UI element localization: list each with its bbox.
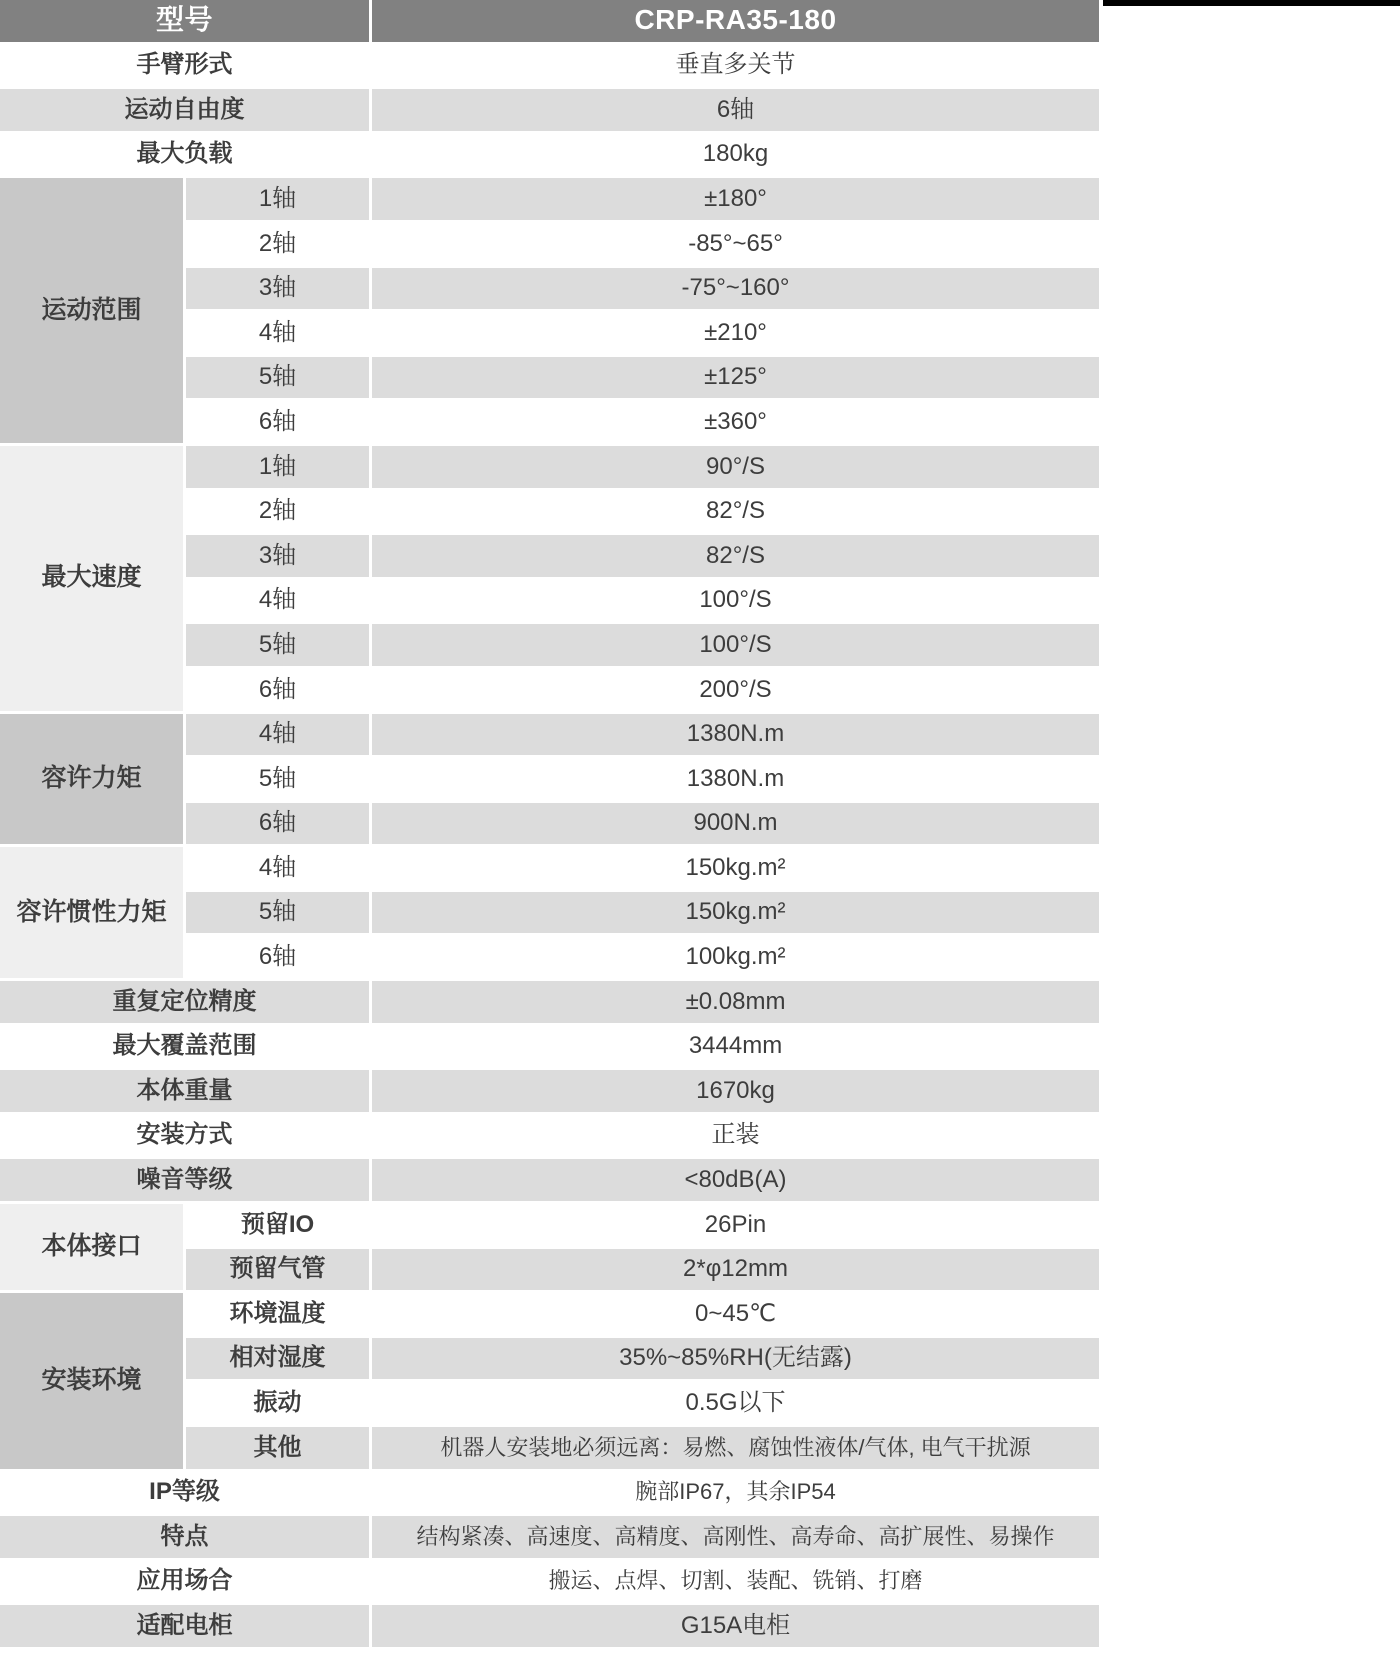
spec-value: 机器人安装地必须远离：易燃、腐蚀性液体/气体, 电气干扰源 [372,1427,1099,1469]
spec-value: 100kg.m² [372,936,1099,978]
spec-row [0,1070,1099,1112]
top-border-strip [1103,0,1400,6]
spec-value: 1380N.m [372,758,1099,800]
spec-label: 最大负载 [0,134,369,176]
spec-row [0,45,1099,87]
spec-sublabel: 4轴 [186,312,369,354]
spec-value: 搬运、点焊、切割、装配、铣销、打磨 [372,1561,1099,1603]
spec-sublabel: 预留气管 [186,1249,369,1291]
spec-row [0,89,1099,131]
spec-sublabel: 2轴 [186,223,369,265]
spec-label: 最大覆盖范围 [0,1026,369,1068]
spec-sublabel: 5轴 [186,357,369,399]
spec-sublabel: 6轴 [186,669,369,711]
spec-value: G15A电柜 [372,1605,1099,1647]
spec-value: 26Pin [372,1204,1099,1246]
spec-label: 手臂形式 [0,45,369,87]
spec-sublabel: 3轴 [186,268,369,310]
spec-sublabel: 振动 [186,1382,369,1424]
spec-group-label: 安装环境 [0,1293,183,1468]
spec-label: 噪音等级 [0,1159,369,1201]
spec-row [0,1026,1099,1068]
spec-label: IP等级 [0,1472,369,1514]
spec-row [0,1472,1099,1514]
spec-sublabel: 5轴 [186,624,369,666]
spec-value: 腕部IP67，其余IP54 [372,1472,1099,1514]
spec-row [0,1516,1099,1558]
spec-value: ±180° [372,178,1099,220]
spec-value: 82°/S [372,491,1099,533]
spec-value: 0.5G以下 [372,1382,1099,1424]
spec-label: 特点 [0,1516,369,1558]
spec-row [0,1204,1099,1246]
spec-row [0,1159,1099,1201]
table-header-row [0,0,1099,42]
spec-value: 90°/S [372,446,1099,488]
spec-row [0,134,1099,176]
spec-row [0,1115,1099,1157]
spec-label: 重复定位精度 [0,981,369,1023]
spec-value: 150kg.m² [372,847,1099,889]
spec-group-label: 最大速度 [0,446,183,711]
spec-label: 应用场合 [0,1561,369,1603]
spec-group-label: 本体接口 [0,1204,183,1290]
spec-value: 0~45℃ [372,1293,1099,1335]
spec-value: 100°/S [372,580,1099,622]
spec-value: 82°/S [372,535,1099,577]
spec-group-label: 容许惯性力矩 [0,847,183,978]
spec-sublabel: 1轴 [186,446,369,488]
spec-value: 1670kg [372,1070,1099,1112]
spec-sublabel: 相对湿度 [186,1338,369,1380]
spec-sublabel: 5轴 [186,892,369,934]
spec-label: 运动自由度 [0,89,369,131]
spec-value: 100°/S [372,624,1099,666]
spec-value: ±0.08mm [372,981,1099,1023]
model-header-label: 型号 [0,0,369,42]
spec-value: 35%~85%RH(无结露) [372,1338,1099,1380]
spec-value: -85°~65° [372,223,1099,265]
spec-sublabel: 1轴 [186,178,369,220]
spec-sublabel: 6轴 [186,936,369,978]
spec-value: 6轴 [372,89,1099,131]
spec-value: ±210° [372,312,1099,354]
spec-sublabel: 6轴 [186,803,369,845]
spec-value: 900N.m [372,803,1099,845]
spec-value: 正装 [372,1115,1099,1157]
spec-value: 200°/S [372,669,1099,711]
spec-group-label: 容许力矩 [0,714,183,845]
spec-sublabel: 6轴 [186,401,369,443]
spec-row [0,981,1099,1023]
spec-sublabel: 5轴 [186,758,369,800]
spec-row [0,847,1099,889]
spec-row [0,714,1099,756]
spec-value: 垂直多关节 [372,45,1099,87]
model-header-value: CRP-RA35-180 [372,0,1099,42]
spec-label: 本体重量 [0,1070,369,1112]
spec-label: 适配电柜 [0,1605,369,1647]
spec-row [0,1561,1099,1603]
spec-label: 安装方式 [0,1115,369,1157]
spec-sublabel: 2轴 [186,491,369,533]
spec-sublabel: 4轴 [186,580,369,622]
spec-sublabel: 4轴 [186,847,369,889]
spec-sublabel: 其他 [186,1427,369,1469]
spec-row [0,1605,1099,1647]
spec-value: 2*φ12mm [372,1249,1099,1291]
spec-value: ±360° [372,401,1099,443]
spec-value: 3444mm [372,1026,1099,1068]
spec-value: 结构紧凑、高速度、高精度、高刚性、高寿命、高扩展性、易操作 [372,1516,1099,1558]
spec-value: 150kg.m² [372,892,1099,934]
spec-value: 180kg [372,134,1099,176]
spec-sublabel: 3轴 [186,535,369,577]
spec-sublabel: 4轴 [186,714,369,756]
spec-value: -75°~160° [372,268,1099,310]
spec-sublabel: 预留IO [186,1204,369,1246]
spec-row [0,1293,1099,1335]
spec-row [0,178,1099,220]
spec-table-body [0,45,1099,1647]
spec-sublabel: 环境温度 [186,1293,369,1335]
spec-value: ±125° [372,357,1099,399]
spec-value: 1380N.m [372,714,1099,756]
spec-row [0,446,1099,488]
spec-value: <80dB(A) [372,1159,1099,1201]
spec-group-label: 运动范围 [0,178,183,443]
